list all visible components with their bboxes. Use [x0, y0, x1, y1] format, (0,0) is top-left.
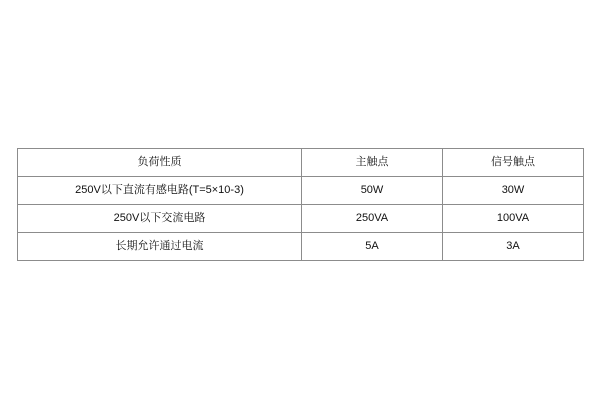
cell-main-contact: 5A [302, 233, 443, 261]
column-header-signal-contact: 信号触点 [443, 149, 584, 177]
cell-signal-contact: 100VA [443, 205, 584, 233]
spec-table-container [17, 148, 583, 261]
table-row [18, 177, 584, 205]
cell-load-nature: 长期允许通过电流 [18, 233, 302, 261]
table-row [18, 233, 584, 261]
column-header-load-nature: 负荷性质 [18, 149, 302, 177]
cell-load-nature: 250V以下直流有感电路(T=5×10-3) [18, 177, 302, 205]
cell-main-contact: 50W [302, 177, 443, 205]
cell-main-contact: 250VA [302, 205, 443, 233]
cell-signal-contact: 3A [443, 233, 584, 261]
contact-rating-table [17, 148, 584, 261]
cell-signal-contact: 30W [443, 177, 584, 205]
column-header-main-contact: 主触点 [302, 149, 443, 177]
table-header-row [18, 149, 584, 177]
table-row [18, 205, 584, 233]
cell-load-nature: 250V以下交流电路 [18, 205, 302, 233]
